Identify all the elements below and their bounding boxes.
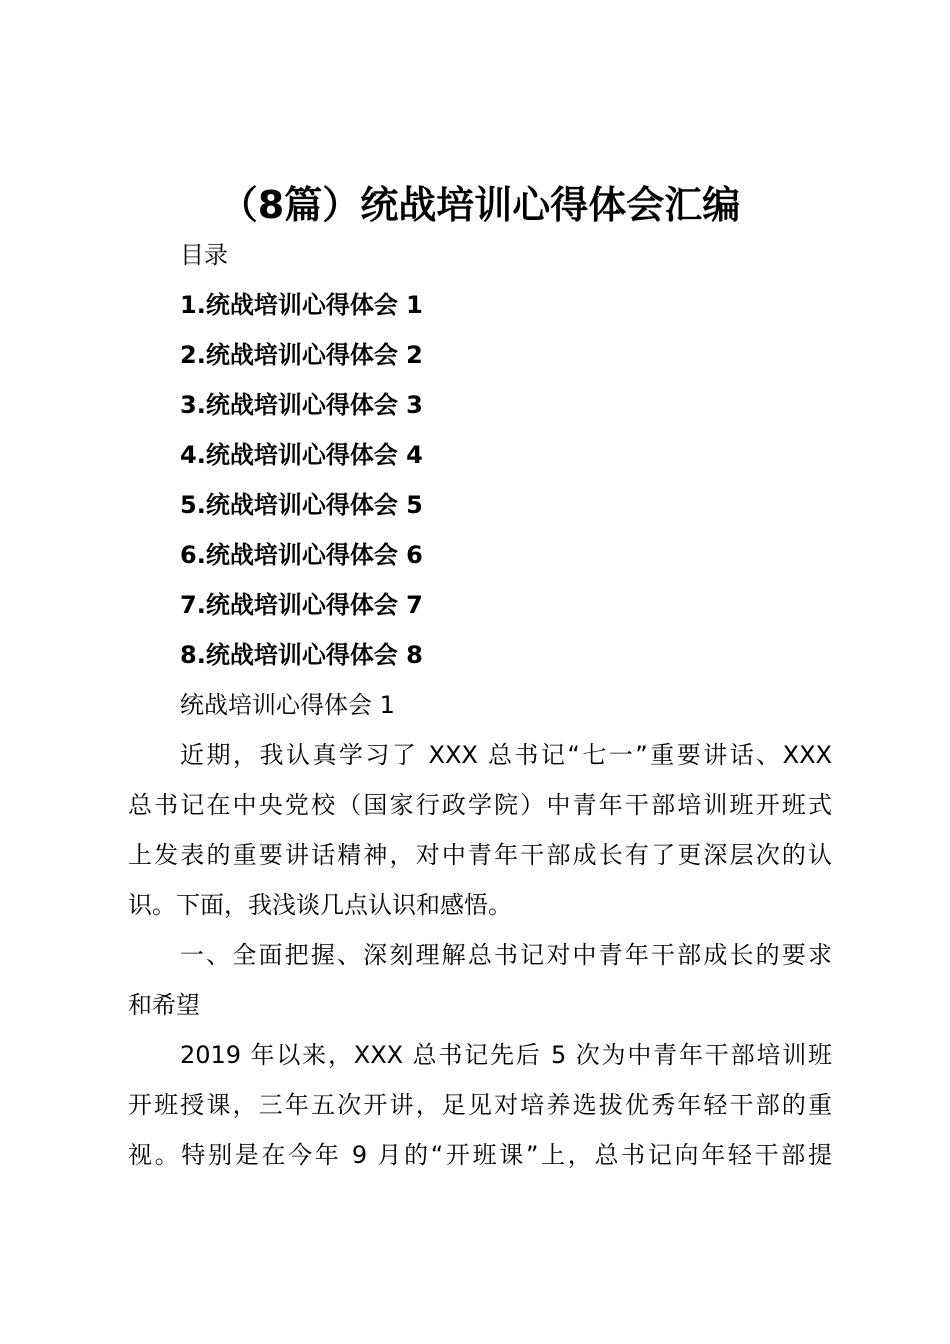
toc-item: 6.统战培训心得体会 6 — [180, 541, 423, 569]
paragraph-line: 总书记在中央党校（国家行政学院）中青年干部培训班开班式 — [128, 791, 832, 819]
paragraph-line: 近期，我认真学习了 XXX 总书记“七一”重要讲话、XXX — [180, 741, 832, 769]
toc-heading: 目录 — [180, 241, 228, 269]
paragraph-line: 开班授课，三年五次开讲，足见对培养选拔优秀年轻干部的重 — [128, 1091, 832, 1119]
toc-item: 7.统战培训心得体会 7 — [180, 591, 423, 619]
toc-item: 5.统战培训心得体会 5 — [180, 491, 423, 519]
toc-item: 8.统战培训心得体会 8 — [180, 641, 423, 669]
paragraph-line: 一、全面把握、深刻理解总书记对中青年干部成长的要求 — [180, 941, 832, 969]
document-title: （8篇）统战培训心得体会汇编 — [219, 183, 741, 227]
paragraph — [128, 730, 832, 930]
toc-item: 1.统战培训心得体会 1 — [180, 291, 423, 319]
paragraph-line: 视。特别是在今年 9 月的“开班课”上，总书记向年轻干部提 — [128, 1141, 832, 1169]
document-page — [128, 180, 832, 1180]
paragraph-line: 上发表的重要讲话精神，对中青年干部成长有了更深层次的认 — [128, 841, 832, 869]
paragraph-line: 识。下面，我浅谈几点认识和感悟。 — [128, 891, 512, 919]
paragraph-line: 和希望 — [128, 991, 200, 1019]
section-heading: 统战培训心得体会 1 — [180, 691, 395, 719]
toc-item: 2.统战培训心得体会 2 — [180, 341, 423, 369]
paragraph — [128, 1030, 832, 1180]
toc-item: 4.统战培训心得体会 4 — [180, 441, 423, 469]
toc-item: 3.统战培训心得体会 3 — [180, 391, 423, 419]
paragraph-line: 2019 年以来，XXX 总书记先后 5 次为中青年干部培训班 — [180, 1041, 832, 1069]
paragraph — [128, 930, 832, 1030]
